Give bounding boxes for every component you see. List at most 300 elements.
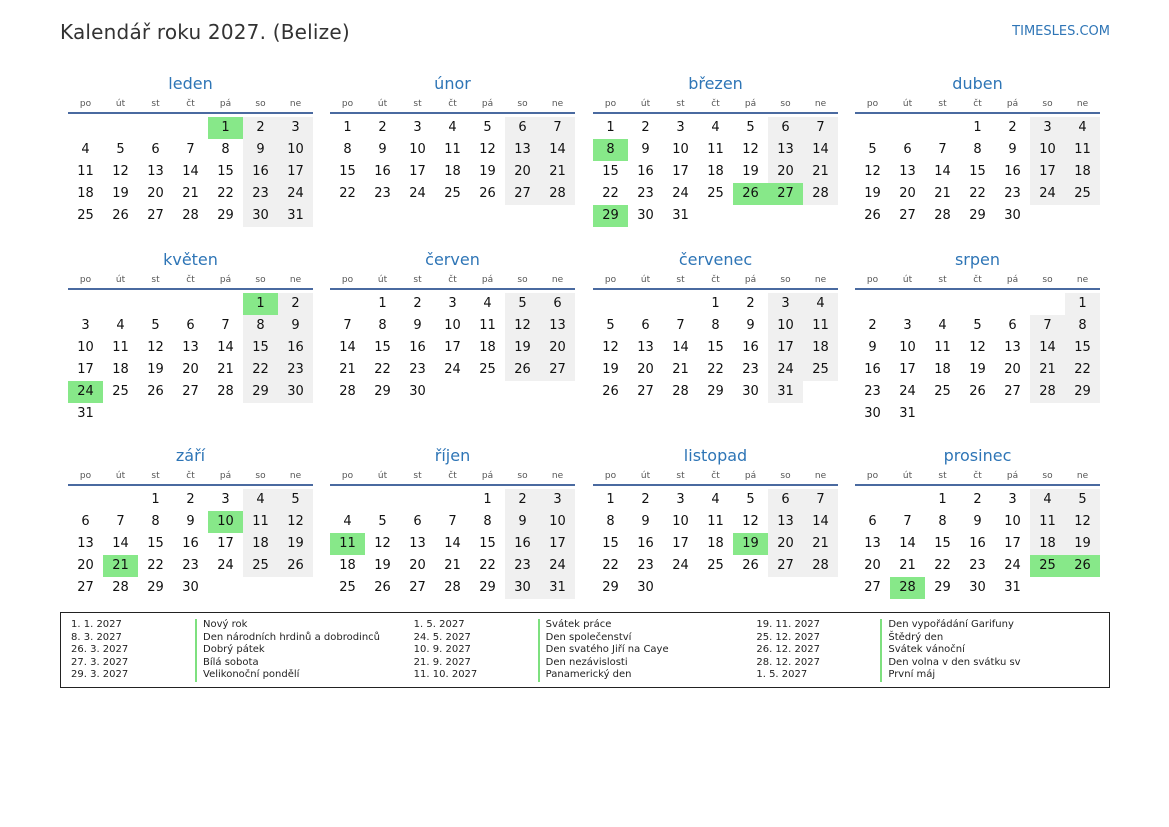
day-cell: 7 xyxy=(676,318,685,333)
day-cell: 26 xyxy=(374,580,391,595)
weekday-label: so xyxy=(1042,275,1053,285)
day-cell: 29 xyxy=(217,208,234,223)
day-cell: 31 xyxy=(1004,580,1021,595)
holiday-name: Den volna v den svátku sv xyxy=(880,657,1020,670)
holiday-day-cell: 26 xyxy=(733,183,768,205)
day-cell: 9 xyxy=(378,142,387,157)
day-cell: 8 xyxy=(378,318,387,333)
day-cell: 16 xyxy=(182,536,199,551)
day-cell: 13 xyxy=(768,139,803,161)
week-row xyxy=(68,139,313,161)
day-cell: 24 xyxy=(1030,183,1065,205)
legend-row xyxy=(414,657,757,670)
day-cell: 24 xyxy=(768,359,803,381)
day-cell: 11 xyxy=(707,142,724,157)
holiday-date: 1. 5. 2027 xyxy=(413,619,465,630)
holiday-day-cell: 10 xyxy=(208,511,243,533)
day-cell: 23 xyxy=(278,359,313,381)
empty-cell xyxy=(173,293,208,315)
empty-cell xyxy=(1030,577,1065,599)
day-cell: 23 xyxy=(1004,186,1021,201)
day-cell: 17 xyxy=(672,536,689,551)
day-cell: 28 xyxy=(803,555,838,577)
day-cell: 9 xyxy=(746,318,755,333)
day-cell: 13 xyxy=(768,511,803,533)
day-cell: 31 xyxy=(540,577,575,599)
weekday-label: st xyxy=(413,275,422,285)
legend-column xyxy=(71,619,414,681)
weekday-label: út xyxy=(902,471,913,481)
day-cell: 23 xyxy=(969,558,986,573)
day-cell: 21 xyxy=(803,533,838,555)
holiday-day-cell: 25 xyxy=(1030,555,1065,577)
day-cell: 12 xyxy=(864,164,881,179)
weekday-label: po xyxy=(79,275,92,285)
week-row xyxy=(593,117,838,139)
day-cell: 5 xyxy=(116,142,125,157)
day-cell: 30 xyxy=(243,205,278,227)
holiday-name: Den národních hrdinů a dobrodinců xyxy=(195,632,380,645)
day-cell: 10 xyxy=(444,318,461,333)
day-cell: 2 xyxy=(868,318,877,333)
day-cell: 9 xyxy=(641,514,650,529)
day-cell: 2 xyxy=(278,293,313,315)
legend-row xyxy=(414,644,757,657)
week-row xyxy=(855,117,1100,139)
month-name: únor xyxy=(434,74,471,93)
holiday-day-cell: 29 xyxy=(593,205,628,227)
holiday-day-cell: 27 xyxy=(768,183,803,205)
day-cell: 26 xyxy=(864,208,881,223)
empty-cell xyxy=(365,489,400,511)
day-cell: 19 xyxy=(147,362,164,377)
weekday-label: so xyxy=(517,99,528,109)
weekday-label: st xyxy=(151,99,160,109)
empty-cell xyxy=(68,489,103,511)
holiday-name: Svátek vánoční xyxy=(880,644,965,657)
holiday-date: 28. 12. 2027 xyxy=(756,656,820,668)
day-cell: 3 xyxy=(676,492,685,507)
day-cell: 1 xyxy=(606,120,615,135)
day-cell: 9 xyxy=(278,315,313,337)
week-row xyxy=(855,511,1100,533)
day-cell: 30 xyxy=(409,384,426,399)
day-cell: 16 xyxy=(637,536,654,551)
day-cell: 23 xyxy=(864,384,881,399)
day-cell: 8 xyxy=(973,142,982,157)
day-cell: 27 xyxy=(899,208,916,223)
empty-cell xyxy=(768,205,803,227)
day-cell: 1 xyxy=(151,492,160,507)
day-cell: 28 xyxy=(803,183,838,205)
day-cell: 25 xyxy=(444,186,461,201)
legend-row xyxy=(414,632,757,645)
day-cell: 31 xyxy=(899,406,916,421)
day-cell: 16 xyxy=(637,164,654,179)
empty-cell xyxy=(698,205,733,227)
day-cell: 21 xyxy=(672,362,689,377)
day-cell: 25 xyxy=(1065,183,1100,205)
day-cell: 6 xyxy=(768,489,803,511)
legend-row xyxy=(756,669,1099,682)
day-cell: 4 xyxy=(343,514,352,529)
day-cell: 23 xyxy=(409,362,426,377)
week-row xyxy=(68,403,313,425)
empty-cell xyxy=(173,403,208,425)
day-cell: 22 xyxy=(243,359,278,381)
day-cell: 13 xyxy=(182,340,199,355)
weekday-label: st xyxy=(676,99,685,109)
empty-cell xyxy=(855,293,890,315)
day-cell: 10 xyxy=(899,340,916,355)
day-cell: 13 xyxy=(505,139,540,161)
month-block xyxy=(330,444,575,599)
empty-cell xyxy=(103,117,138,139)
empty-cell xyxy=(243,403,278,425)
weekday-label: ne xyxy=(1076,275,1089,285)
day-cell: 27 xyxy=(768,555,803,577)
week-row xyxy=(593,139,838,161)
weekday-label: po xyxy=(604,471,617,481)
month-name: červenec xyxy=(678,250,753,269)
weekday-label: st xyxy=(938,275,947,285)
day-cell: 25 xyxy=(707,186,724,201)
week-row xyxy=(593,511,838,533)
empty-cell xyxy=(103,489,138,511)
week-row xyxy=(68,577,313,599)
day-cell: 29 xyxy=(479,580,496,595)
day-cell: 4 xyxy=(483,296,492,311)
day-cell: 2 xyxy=(641,120,650,135)
day-cell: 3 xyxy=(540,489,575,511)
day-cell: 23 xyxy=(505,555,540,577)
weekday-label: ne xyxy=(289,99,302,109)
day-cell: 10 xyxy=(77,340,94,355)
week-row xyxy=(593,555,838,577)
day-cell: 10 xyxy=(768,315,803,337)
day-cell: 27 xyxy=(1004,384,1021,399)
empty-cell xyxy=(540,381,575,403)
day-cell: 21 xyxy=(540,161,575,183)
day-cell: 28 xyxy=(540,183,575,205)
day-cell: 6 xyxy=(186,318,195,333)
day-cell: 21 xyxy=(1030,359,1065,381)
empty-cell xyxy=(995,293,1030,315)
empty-cell xyxy=(890,489,925,511)
weekday-label: čt xyxy=(973,99,982,109)
empty-cell xyxy=(890,293,925,315)
empty-cell xyxy=(855,117,890,139)
month-block xyxy=(68,444,313,599)
day-cell: 31 xyxy=(77,406,94,421)
day-cell: 1 xyxy=(973,120,982,135)
empty-cell xyxy=(803,205,838,227)
week-row xyxy=(593,315,838,337)
weekday-label: čt xyxy=(448,275,457,285)
day-cell: 6 xyxy=(1008,318,1017,333)
day-cell: 30 xyxy=(864,406,881,421)
day-cell: 8 xyxy=(221,142,230,157)
day-cell: 6 xyxy=(868,514,877,529)
day-cell: 24 xyxy=(540,555,575,577)
day-cell: 26 xyxy=(505,359,540,381)
weekday-label: ne xyxy=(289,471,302,481)
day-cell: 25 xyxy=(77,208,94,223)
day-cell: 4 xyxy=(803,293,838,315)
empty-cell xyxy=(435,489,470,511)
legend-column xyxy=(756,619,1099,681)
empty-cell xyxy=(890,117,925,139)
holiday-date: 29. 3. 2027 xyxy=(71,669,129,681)
holiday-day-cell: 19 xyxy=(733,533,768,555)
holiday-date: 8. 3. 2027 xyxy=(71,631,122,643)
day-cell: 14 xyxy=(1030,337,1065,359)
month-block xyxy=(330,248,575,403)
empty-cell xyxy=(330,293,365,315)
day-cell: 5 xyxy=(151,318,160,333)
day-cell: 10 xyxy=(672,514,689,529)
day-cell: 16 xyxy=(409,340,426,355)
empty-cell xyxy=(68,293,103,315)
day-cell: 12 xyxy=(479,142,496,157)
week-row xyxy=(855,337,1100,359)
day-cell: 7 xyxy=(803,117,838,139)
month-block xyxy=(855,248,1100,425)
week-row xyxy=(330,161,575,183)
day-cell: 18 xyxy=(1065,161,1100,183)
day-cell: 29 xyxy=(243,381,278,403)
holiday-day-cell: 24 xyxy=(68,381,103,403)
month-name: květen xyxy=(163,250,218,269)
legend-row xyxy=(71,644,414,657)
empty-cell xyxy=(173,117,208,139)
day-cell: 19 xyxy=(112,186,129,201)
day-cell: 1 xyxy=(343,120,352,135)
empty-cell xyxy=(733,577,768,599)
weekday-label: pá xyxy=(744,471,757,481)
day-cell: 22 xyxy=(707,362,724,377)
weekday-label: st xyxy=(938,471,947,481)
day-cell: 9 xyxy=(413,318,422,333)
day-cell: 6 xyxy=(903,142,912,157)
empty-cell xyxy=(925,403,960,425)
legend-row xyxy=(414,669,757,682)
empty-cell xyxy=(243,577,278,599)
week-row xyxy=(68,183,313,205)
week-row xyxy=(330,533,575,555)
legend-column xyxy=(414,619,757,681)
day-cell: 16 xyxy=(243,161,278,183)
day-cell: 1 xyxy=(483,492,492,507)
day-cell: 26 xyxy=(602,384,619,399)
day-cell: 9 xyxy=(868,340,877,355)
holiday-legend xyxy=(60,612,1110,688)
month-name: srpen xyxy=(954,250,1001,269)
day-cell: 4 xyxy=(448,120,457,135)
day-cell: 5 xyxy=(278,489,313,511)
day-cell: 23 xyxy=(182,558,199,573)
day-cell: 18 xyxy=(339,558,356,573)
day-cell: 13 xyxy=(77,536,94,551)
day-cell: 27 xyxy=(409,580,426,595)
weekday-label: pá xyxy=(219,275,232,285)
holiday-name: Panamerický den xyxy=(538,669,632,682)
day-cell: 30 xyxy=(637,208,654,223)
day-cell: 5 xyxy=(746,120,755,135)
day-cell: 14 xyxy=(182,164,199,179)
month-block xyxy=(68,248,313,425)
week-row xyxy=(330,183,575,205)
day-cell: 10 xyxy=(1030,139,1065,161)
day-cell: 26 xyxy=(278,555,313,577)
day-cell: 8 xyxy=(151,514,160,529)
weekday-label: po xyxy=(341,471,354,481)
week-row xyxy=(68,337,313,359)
day-cell: 5 xyxy=(1065,489,1100,511)
day-cell: 29 xyxy=(707,384,724,399)
day-cell: 9 xyxy=(505,511,540,533)
legend-row xyxy=(756,644,1099,657)
day-cell: 29 xyxy=(602,580,619,595)
day-cell: 14 xyxy=(899,536,916,551)
day-cell: 18 xyxy=(707,164,724,179)
weekday-label: út xyxy=(115,275,126,285)
holiday-date: 1. 1. 2027 xyxy=(71,619,122,630)
page-title: Kalendář roku 2027. (Belize) xyxy=(60,20,350,44)
day-cell: 27 xyxy=(77,580,94,595)
week-row xyxy=(855,577,1100,599)
legend-row xyxy=(756,632,1099,645)
week-row xyxy=(68,533,313,555)
day-cell: 12 xyxy=(374,536,391,551)
day-cell: 14 xyxy=(112,536,129,551)
empty-cell xyxy=(925,293,960,315)
week-row xyxy=(855,183,1100,205)
day-cell: 4 xyxy=(711,492,720,507)
site-link[interactable]: TIMESLES.COM xyxy=(1012,24,1110,39)
week-row xyxy=(330,511,575,533)
day-cell: 19 xyxy=(479,164,496,179)
day-cell: 6 xyxy=(641,318,650,333)
weekday-label: čt xyxy=(711,99,720,109)
empty-cell xyxy=(628,293,663,315)
empty-cell xyxy=(505,381,540,403)
weekday-label: pá xyxy=(481,99,494,109)
legend-row xyxy=(71,657,414,670)
week-row xyxy=(330,139,575,161)
holiday-name: Den nezávislosti xyxy=(538,657,628,670)
day-cell: 3 xyxy=(676,120,685,135)
month-name: prosinec xyxy=(943,446,1012,465)
week-row xyxy=(855,205,1100,227)
week-row xyxy=(68,205,313,227)
day-cell: 11 xyxy=(479,318,496,333)
day-cell: 13 xyxy=(147,164,164,179)
day-cell: 11 xyxy=(934,340,951,355)
day-cell: 19 xyxy=(1065,533,1100,555)
week-row xyxy=(330,315,575,337)
weekday-label: ne xyxy=(551,99,564,109)
day-cell: 2 xyxy=(973,492,982,507)
day-cell: 14 xyxy=(217,340,234,355)
day-cell: 8 xyxy=(483,514,492,529)
day-cell: 12 xyxy=(147,340,164,355)
day-cell: 26 xyxy=(742,558,759,573)
day-cell: 11 xyxy=(1030,511,1065,533)
weekday-label: so xyxy=(255,99,266,109)
day-cell: 20 xyxy=(899,186,916,201)
weekday-label: ne xyxy=(814,99,827,109)
day-cell: 21 xyxy=(934,186,951,201)
empty-cell xyxy=(663,577,698,599)
holiday-date: 27. 3. 2027 xyxy=(71,656,129,668)
week-row xyxy=(330,577,575,599)
week-row xyxy=(593,205,838,227)
weekday-label: čt xyxy=(448,471,457,481)
month-block xyxy=(855,72,1100,227)
weekday-label: so xyxy=(517,471,528,481)
holiday-name: Velikonoční pondělí xyxy=(195,669,299,682)
empty-cell xyxy=(470,381,505,403)
week-row xyxy=(855,293,1100,315)
weekday-label: ne xyxy=(551,471,564,481)
day-cell: 12 xyxy=(278,511,313,533)
weekday-label: pá xyxy=(219,471,232,481)
day-cell: 8 xyxy=(1065,315,1100,337)
day-cell: 1 xyxy=(938,492,947,507)
day-cell: 4 xyxy=(938,318,947,333)
holiday-date: 11. 10. 2027 xyxy=(413,669,478,681)
day-cell: 24 xyxy=(409,186,426,201)
day-cell: 2 xyxy=(1008,120,1017,135)
day-cell: 25 xyxy=(934,384,951,399)
day-cell: 23 xyxy=(637,558,654,573)
day-cell: 8 xyxy=(243,315,278,337)
empty-cell xyxy=(803,381,838,403)
day-cell: 25 xyxy=(243,555,278,577)
day-cell: 22 xyxy=(479,558,496,573)
holiday-name: Dobrý pátek xyxy=(195,644,265,657)
day-cell: 10 xyxy=(1004,514,1021,529)
day-cell: 31 xyxy=(672,208,689,223)
weekday-label: ne xyxy=(1076,471,1089,481)
holiday-name: Štědrý den xyxy=(880,632,943,645)
weekday-label: út xyxy=(640,99,651,109)
week-row xyxy=(593,533,838,555)
day-cell: 12 xyxy=(112,164,129,179)
holiday-date: 26. 12. 2027 xyxy=(756,644,820,656)
day-cell: 28 xyxy=(444,580,461,595)
holiday-day-cell: 1 xyxy=(243,293,278,315)
day-cell: 15 xyxy=(217,164,234,179)
weekday-label: st xyxy=(676,275,685,285)
weekday-label: út xyxy=(640,471,651,481)
weekday-label: pá xyxy=(219,99,232,109)
day-cell: 22 xyxy=(339,186,356,201)
day-cell: 18 xyxy=(243,533,278,555)
weekday-label: po xyxy=(341,275,354,285)
empty-cell xyxy=(1065,403,1100,425)
weekday-label: čt xyxy=(711,471,720,481)
day-cell: 11 xyxy=(77,164,94,179)
day-cell: 28 xyxy=(1030,381,1065,403)
weekday-label: út xyxy=(115,471,126,481)
day-cell: 11 xyxy=(803,315,838,337)
empty-cell xyxy=(103,293,138,315)
day-cell: 12 xyxy=(742,514,759,529)
month-name: březen xyxy=(688,74,743,93)
day-cell: 1 xyxy=(378,296,387,311)
